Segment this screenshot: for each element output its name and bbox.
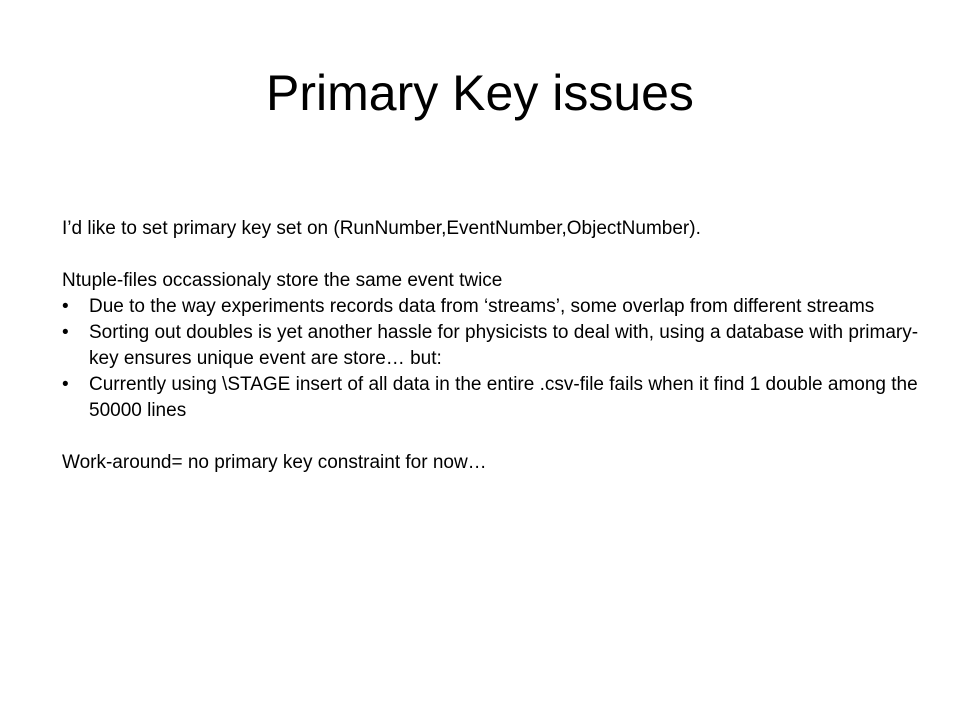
section-heading: Ntuple-files occassionaly store the same event twice: [62, 270, 503, 291]
bullet-text: Sorting out doubles is yet another hassle for physicists to deal with, using a database with primary-key ensures unique event are store… but:: [89, 322, 919, 369]
slide-body: [62, 216, 932, 476]
bullet-icon: •: [62, 296, 69, 317]
bullet-item: [62, 372, 932, 424]
conclusion-text: Work-around= no primary key constraint for now…: [62, 452, 487, 473]
spacer: [62, 424, 932, 450]
intro-text: I’d like to set primary key set on (RunNumber,EventNumber,ObjectNumber).: [62, 218, 701, 239]
bullet-item: [62, 294, 932, 320]
bullet-icon: •: [62, 374, 69, 395]
spacer: [62, 242, 932, 268]
bullet-icon: •: [62, 322, 69, 343]
bullet-item: [62, 320, 932, 372]
bullet-list: [62, 294, 932, 424]
bullet-text: Currently using \STAGE insert of all data in the entire .csv-file fails when it find 1 double among the 50000 lines: [89, 374, 918, 421]
bullet-text: Due to the way experiments records data from ‘streams’, some overlap from different streams: [89, 296, 875, 317]
slide-title: Primary Key issues: [266, 65, 694, 121]
